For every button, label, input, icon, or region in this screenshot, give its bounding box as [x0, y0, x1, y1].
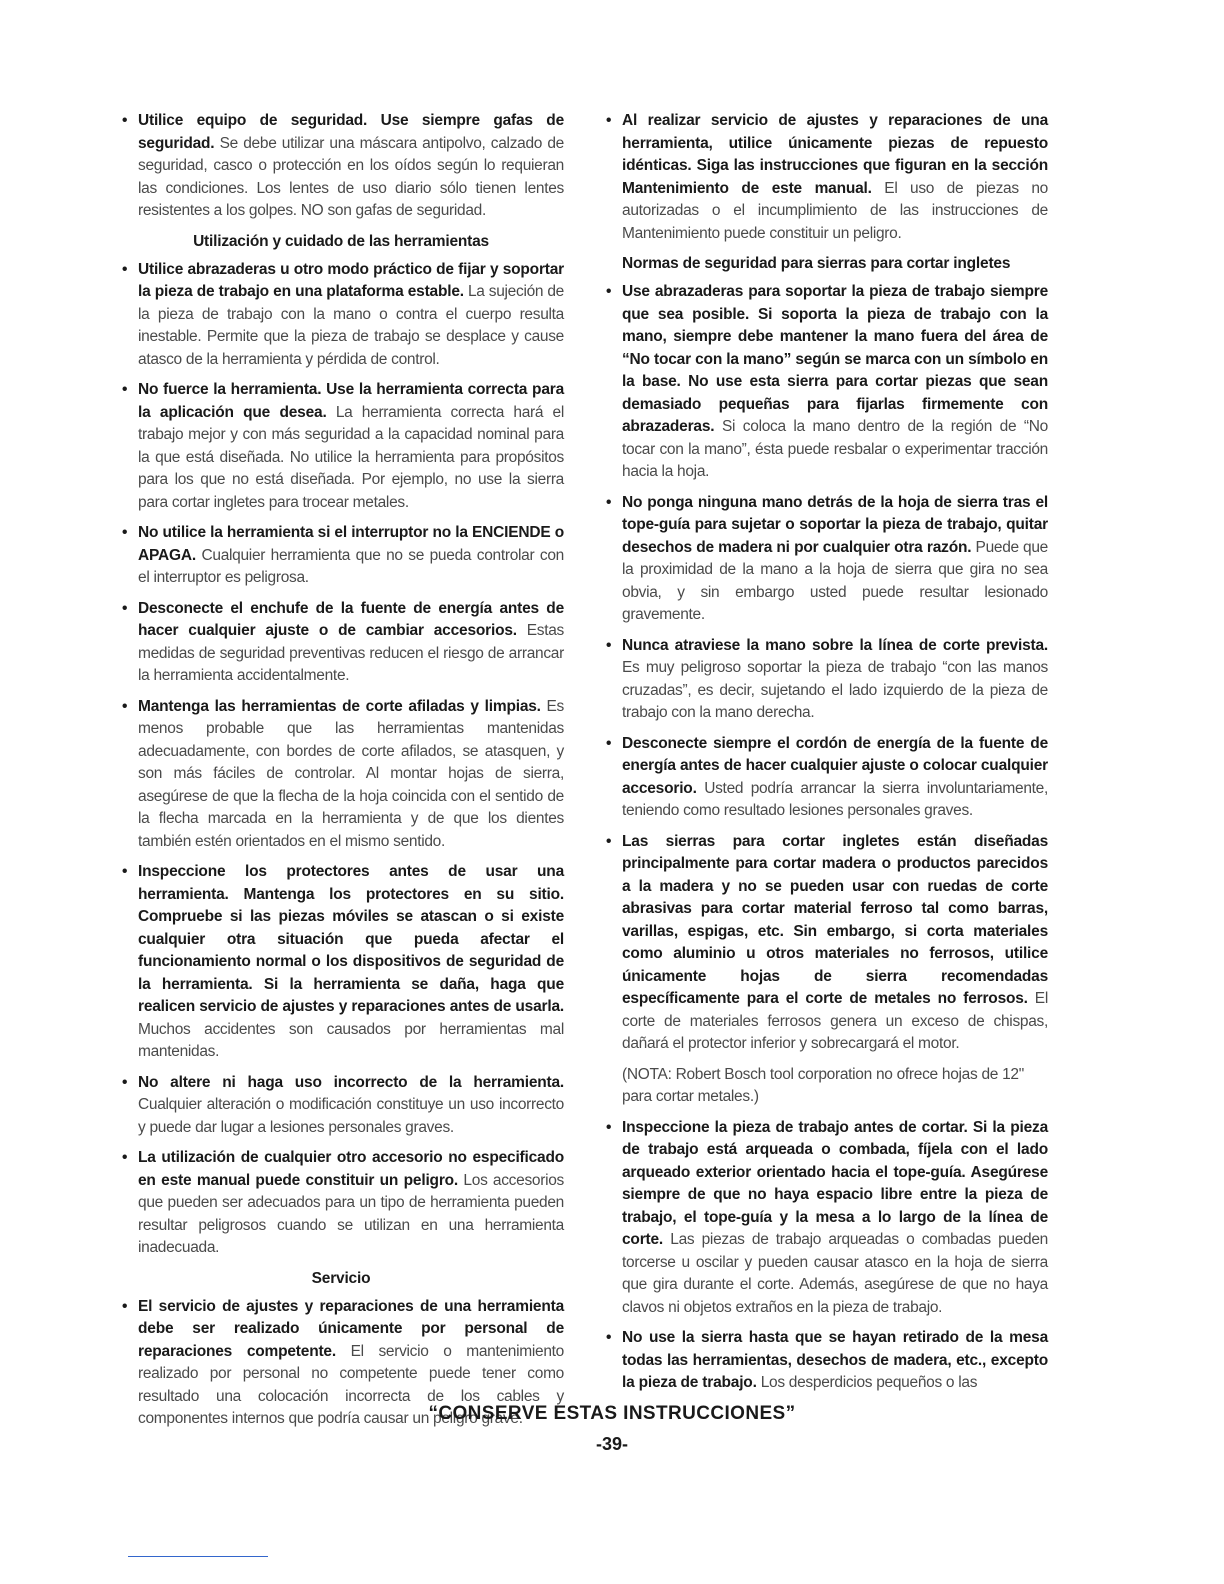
item-body: El corte de materiales ferrosos genera un exceso de chispas, dañará el protector inferior y sobrecargará el motor. [622, 990, 1048, 1052]
tools-item [118, 1072, 564, 1140]
item-body: Estas medidas de seguridad preventivas reducen el riesgo de arrancar la herramienta accidentalmente. [138, 622, 564, 684]
tools-item [118, 379, 564, 514]
item-body: Cualquier herramienta que no se pueda controlar con el interruptor es peligrosa. [138, 546, 564, 586]
item-body: Se debe utilizar una máscara antipolvo, calzado de seguridad, casco o protección en los oídos según lo requieran las condiciones. Los lentes de uso diario sólo tienen lentes resistentes a los golpes. NO son gafas de seguridad. [138, 134, 564, 219]
section-heading-saws: Normas de seguridad para sierras para cortar ingletes [622, 255, 1011, 272]
item-lead: Mantenga las herramientas de corte afiladas y limpias. [138, 697, 541, 715]
bullet-icon: • [122, 260, 128, 278]
tools-item [118, 696, 564, 854]
saw-item [602, 1117, 1048, 1320]
item-lead: Inspeccione la pieza de trabajo antes de cortar. Si la pieza de trabajo está arqueada o combada, fíjela con el lado arqueado exterior orientado hacia el tope-guía. Asegúrese siempre de que no haya espacio libre entre la pieza de trabajo, el tope-guía y la mesa a lo largo de la línea de corte. [622, 1118, 1048, 1248]
bullet-icon: • [606, 493, 612, 511]
left-column [118, 110, 564, 1439]
bullet-icon: • [606, 112, 612, 129]
right-column [602, 110, 1048, 1403]
item-lead: El servicio de ajustes y reparaciones de una herramienta debe ser realizado únicamente por personal de reparaciones competente. [138, 1297, 564, 1360]
item-lead: No ponga ninguna mano detrás de la hoja de sierra tras el tope-guía para sujetar o soportar la pieza de trabajo, quitar desechos de madera ni por cualquier otra razón. [622, 493, 1048, 556]
bullet-icon: • [122, 112, 128, 129]
tools-item [118, 259, 564, 372]
item-body: El uso de piezas no autorizadas o el incumplimiento de las instrucciones de Mantenimiento puede constituir un peligro. [622, 179, 1049, 242]
item-lead: Utilice equipo de seguridad. Use siempre gafas de seguridad. [138, 112, 564, 152]
item-body: Los accesorios que pueden ser adecuados para un tipo de herramienta pueden resultar peligrosos cuando se utilizan en una herramienta inadecuada. [138, 1171, 564, 1256]
bullet-icon: • [606, 1118, 612, 1136]
item-lead: Las sierras para cortar ingletes están diseñadas principalmente para cortar madera o productos parecidos a la madera y no se pueden usar con ruedas de corte abrasivas para cortar material ferroso tal como barras, varillas, espigas, etc. Sin embargo, si corta materiales como aluminio u otros materiales no ferrosos, utilice únicamente hojas de sierra recomendadas específicamente para el corte de metales no ferrosos. [622, 832, 1048, 1007]
item-body: La herramienta correcta hará el trabajo mejor y con más seguridad a la capacidad nominal para la que está diseñada. No utilice la herramienta para propósitos para los que no está diseñada. Por ejemplo, no use la sierra para cortar ingletes para trocear metales. [138, 403, 564, 511]
bullet-icon: • [122, 381, 128, 398]
item-body: Las piezas de trabajo arqueadas o combadas pueden torcerse u oscilar y pueden causar atasco en la hoja de sierra que gira durante el corte. Además, asegúrese de que no haya clavos ni objetos extraños en la pieza de trabajo. [622, 1231, 1048, 1316]
page-number: -39- [595, 1434, 628, 1454]
item-body: Usted podría arrancar la sierra involuntariamente, teniendo como resultado lesiones personales graves. [622, 779, 1048, 819]
item-lead: Utilice abrazaderas u otro modo práctico de fijar y soportar la pieza de trabajo en una plataforma estable. [138, 260, 564, 300]
bullet-icon: • [122, 1073, 128, 1091]
tools-item [118, 861, 564, 1064]
section-heading-tools: Utilización y cuidado de las herramientas [193, 232, 489, 250]
bullet-icon: • [606, 832, 612, 850]
item-lead: No altere ni haga uso incorrecto de la herramienta. [138, 1073, 564, 1091]
bullet-icon: • [606, 636, 612, 654]
item-body: Es muy peligroso soportar la pieza de trabajo “con las manos cruzadas”, es decir, sujetando el lado izquierdo de la pieza de trabajo con la mano derecha. [622, 659, 1048, 721]
item-body: Muchos accidentes son causados por herramientas mal mantenidas. [138, 1020, 564, 1060]
tools-item [118, 598, 564, 688]
bullet-icon: • [122, 1149, 128, 1166]
saw-item [602, 492, 1048, 627]
footnote-divider [128, 1556, 268, 1557]
item-body: Cualquier alteración o modificación constituye un uso incorrecto y puede dar lugar a lesiones personales graves. [138, 1096, 564, 1136]
item-body: El servicio o mantenimiento realizado por personal no competente puede tener como resultado una colocación incorrecta de los cables y componentes internos que podría causar un peligro grave. [138, 1342, 564, 1427]
bullet-icon: • [606, 283, 612, 300]
section-heading-service: Servicio [311, 1269, 371, 1287]
item-lead: No fuerce la herramienta. Use la herramienta correcta para la aplicación que desea. [138, 381, 564, 421]
bullet-icon: • [122, 599, 128, 617]
saw-item [602, 1327, 1048, 1395]
item-lead: Nunca atraviese la mano sobre la línea de corte prevista. [622, 636, 1048, 654]
item-lead: No utilice la herramienta si el interruptor no la ENCIENDE o APAGA. [138, 524, 564, 564]
item-lead: Inspeccione los protectores antes de usar una herramienta. Mantenga los protectores en su sitio. Compruebe si las piezas móviles se atascan o si existe cualquier otra situación que pueda afectar el funcionamiento normal o los dispositivos de seguridad de la herramienta. Si la herramienta se daña, haga que realicen servicio de ajustes y reparaciones antes de usarla. [138, 863, 564, 1015]
item-lead: La utilización de cualquier otro accesorio no especificado en este manual puede constituir un peligro. [138, 1149, 564, 1189]
item-body: Puede que la proximidad de la mano a la hoja de sierra que gira no sea obvia, y sin embargo usted puede resultar lesionado gravemente. [622, 538, 1049, 623]
saw-item [602, 281, 1048, 484]
note-text: (NOTA: Robert Bosch tool corporation no ofrece hojas de 12" para cortar metales.) [622, 1065, 1024, 1105]
conserve-instructions: “CONSERVE ESTAS INSTRUCCIONES” [428, 1403, 796, 1424]
safety-equipment-item [118, 110, 564, 223]
item-lead: Desconecte el enchufe de la fuente de energía antes de hacer cualquier ajuste o de cambiar accesorios. [138, 599, 564, 639]
item-body: La sujeción de la pieza de trabajo con la mano o contra el cuerpo resulta inestable. Permite que la pieza de trabajo se desplace y cause atasco de la herramienta y pérdida de control. [138, 283, 564, 368]
tools-item [118, 1147, 564, 1260]
bullet-icon: • [122, 697, 128, 715]
item-body: Es menos probable que las herramientas mantenidas adecuadamente, con bordes de corte afilados, se atasquen, y son más fáciles de controlar. Al montar hojas de sierra, asegúrese de que la flecha de la hoja coincida con el sentido de la flecha marcada en la herramienta y de que los dientes también estén orientados en el mismo sentido. [138, 697, 564, 850]
tools-item [118, 522, 564, 590]
item-lead: Al realizar servicio de ajustes y reparaciones de una herramienta, utilice únicamente piezas de repuesto idénticas. Siga las instrucciones que figuran en la sección Mantenimiento de este manual. [622, 112, 1048, 197]
item-body: Si coloca la mano dentro de la región de “No tocar con la mano”, ésta puede resbalar o experimentar tracción hacia la hoja. [622, 418, 1048, 480]
saw-item [602, 831, 1048, 1056]
bullet-icon: • [606, 734, 612, 752]
service-parts-item [602, 110, 1048, 245]
saw-item [602, 733, 1048, 823]
bullet-icon: • [122, 1297, 128, 1315]
item-lead: Use abrazaderas para soportar la pieza de trabajo siempre que sea posible. Si soporta la pieza de trabajo con la mano, siempre debe mantener la mano fuera del área de “No tocar con la mano” según se marca con un símbolo en la base. No use esta sierra para cortar piezas que sean demasiado pequeñas para fijarlas firmemente con abrazaderas. [622, 283, 1048, 435]
bullet-icon: • [122, 524, 128, 541]
item-lead: No use la sierra hasta que se hayan retirado de la mesa todas las herramientas, desechos de madera, etc., excepto la pieza de trabajo. [622, 1329, 1048, 1391]
item-body: Los desperdicios pequeños o las [756, 1374, 978, 1391]
bullet-icon: • [122, 863, 128, 880]
bullet-icon: • [606, 1329, 612, 1346]
saw-item [602, 635, 1048, 725]
item-lead: Desconecte siempre el cordón de energía de la fuente de energía antes de hacer cualquier ajuste o colocar cualquier accesorio. [622, 734, 1048, 797]
